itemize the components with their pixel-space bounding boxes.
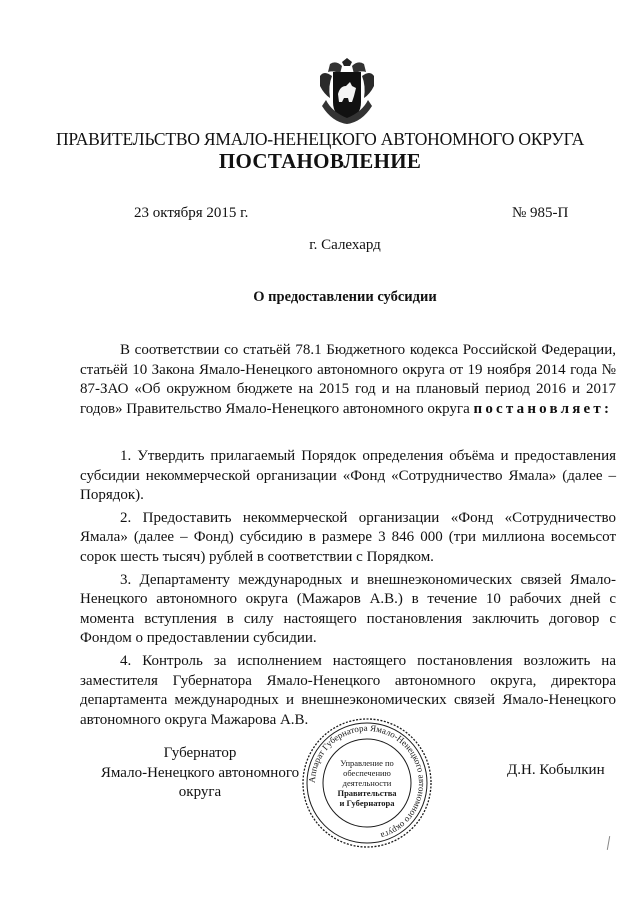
- decree-item-4: 4. Контроль за исполнением настоящего постановления возложить на заместителя Губернатора Ямало-Ненецкого автономного округа, директора департамента международных и внешнеэкономических связей Ямало-Ненецкого автономного округа Мажарова А.В.: [80, 652, 616, 728]
- official-stamp-icon: [300, 716, 434, 850]
- decree-item-2: 2. Предоставить некоммерческой организации «Фонд «Сотрудничество Ямала» (далее – Фонд) субсидию в размере 3 846 000 (три миллиона восемьсот сорок шесть тысяч) рублей в соответствии с Порядком.: [80, 509, 616, 565]
- document-city: г. Салехард: [309, 237, 381, 253]
- stamp-line-4: Правительства: [337, 788, 397, 798]
- decree-item-3: 3. Департаменту международных и внешнеэкономических связей Ямало-Ненецкого автономного округа (Мажаров А.В.) в течение 10 рабочих дней с момента вступления в силу настоящего постановления заключить договор с Фондом о предоставлении субсидии.: [80, 571, 616, 647]
- decree-items: [80, 447, 616, 730]
- document-type-title: ПОСТАНОВЛЕНИЕ: [218, 149, 422, 173]
- document-number: № 985-П: [512, 205, 569, 221]
- decree-word: постановляет:: [473, 400, 613, 417]
- coat-of-arms-icon: [316, 56, 378, 126]
- signatory-position-line2: Ямало-Ненецкого автономного округа: [100, 764, 300, 800]
- decree-item-1: 1. Утвердить прилагаемый Порядок определения объёма и предоставления субсидии некоммерческой организации «Фонд «Сотрудничество Ямала» (далее – Порядок).: [80, 448, 616, 504]
- preamble-text: В соответствии со статьёй 78.1 Бюджетного кодекса Российской Федерации, статьёй 10 Закона Ямало-Ненецкого автономного округа от 19 ноября 2014 года № 87-ЗАО «Об окружном бюджете на 2015 год и на плановый период 2016 и 2017 годов» Правительство Ямало-Ненецкого автономного округа: [80, 342, 616, 417]
- stamp-line-3: деятельности: [342, 778, 392, 788]
- stamp-line-2: обеспечению: [343, 768, 391, 778]
- stamp-line-5: и Губернатора: [339, 798, 395, 808]
- government-name: ПРАВИТЕЛЬСТВО ЯМАЛО-НЕНЕЦКОГО АВТОНОМНОГО ОКРУГА: [55, 129, 585, 149]
- signatory-position: [80, 744, 320, 803]
- stamp-ring-text: Аппарат Губернатора Ямало-Ненецкого автономного округа: [306, 722, 428, 841]
- signatory-name: Д.Н. Кобылкин: [507, 762, 605, 778]
- stamp-line-1: Управление по: [340, 758, 394, 768]
- document-subject: О предоставлении субсидии: [253, 289, 437, 305]
- signatory-position-line1: Губернатор: [163, 745, 237, 761]
- preamble-paragraph: [80, 341, 616, 419]
- scan-mark: [607, 836, 610, 850]
- document-date: 23 октября 2015 г.: [134, 205, 249, 221]
